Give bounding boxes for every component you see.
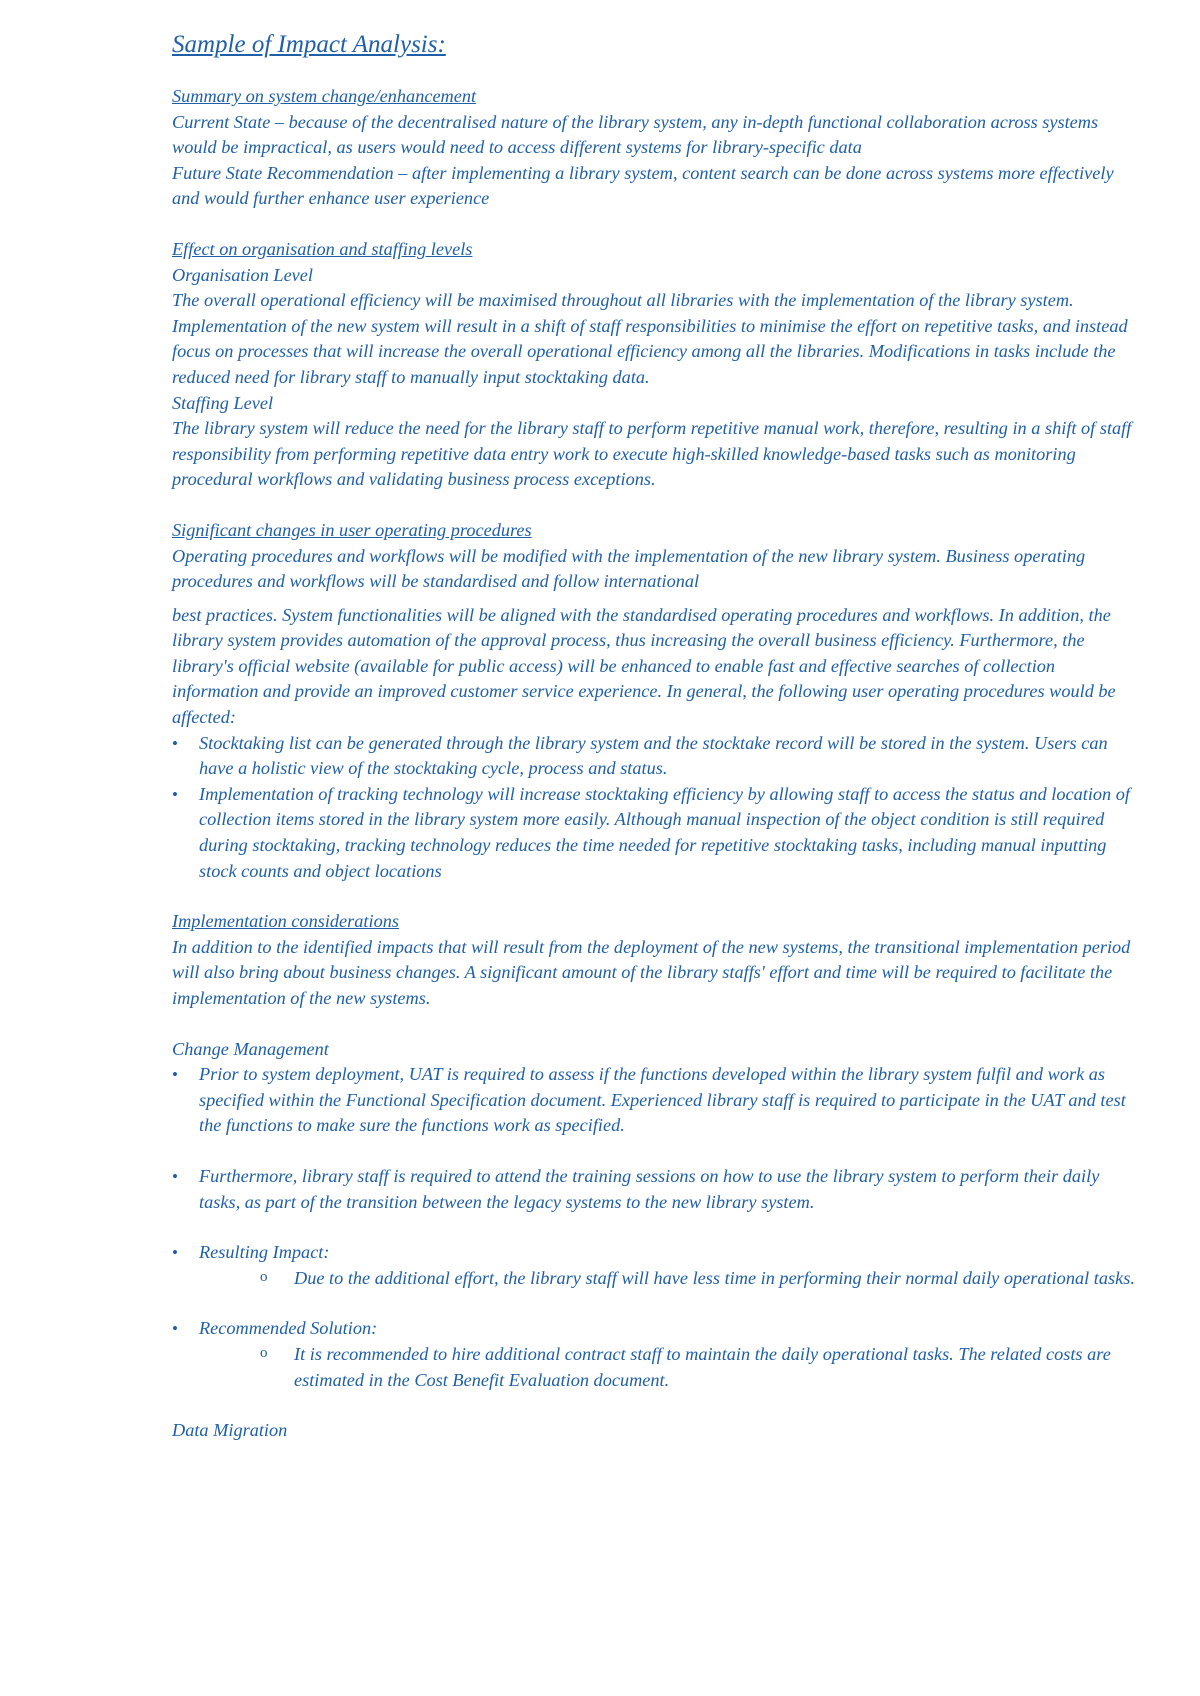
list-item: o It is recommended to hire additional contract staff to maintain the daily operational tasks. The related costs are estimated in the Cost Benefit Evaluation document. — [172, 1342, 1144, 1393]
change-management-heading: Change Management — [172, 1038, 329, 1059]
procedures-bullet-list — [172, 731, 1144, 885]
future-state-text: Future State Recommendation – after implementing a library system, content search can be done across systems more effectively and would further enhance user experience — [172, 162, 1114, 209]
recommended-solution-item — [172, 1316, 1144, 1342]
organisation-heading: Effect on organisation and staffing levels — [172, 238, 473, 259]
procedures-heading: Significant changes in user operating procedures — [172, 519, 532, 540]
list-item: • Stocktaking list can be generated through the library system and the stocktake record will be stored in the system. Users can have a holistic view of the stocktaking cycle, process and status. — [172, 731, 1144, 782]
data-migration-heading: Data Migration — [172, 1420, 288, 1441]
procedures-text-2: best practices. System functionalities will be aligned with the standardised operating procedures and workflows. In addition, the library system provides automation of the approval process, thus increasing the overall business efficiency. Furthermore, the library's official website (available for public access) will be enhanced to enable fast and effective searches of collection information and provide an improved customer service experience. In general, the following user operating procedures would be affected: — [172, 604, 1116, 728]
current-state-text: Current State – because of the decentralised nature of the library system, any in-depth functional collaboration across systems would be impractical, as users would need to access different systems for library-specific data — [172, 111, 1099, 158]
document-page — [172, 28, 1144, 1444]
implementation-heading: Implementation considerations — [172, 911, 399, 932]
list-item: • Implementation of tracking technology will increase stocktaking efficiency by allowing staff to access the status and location of collection items stored in the library system more easily. Although manual inspection of the object condition is still required during stocktaking, tracking technology reduces the time needed for repetitive stocktaking tasks, including manual inputting stock counts and object locations — [172, 782, 1144, 884]
resulting-impact-sublist — [172, 1266, 1144, 1292]
staffing-level-label: Staffing Level — [172, 392, 274, 413]
recommended-solution-label: Recommended Solution: — [199, 1318, 378, 1339]
list-item: • Prior to system deployment, UAT is required to assess if the functions developed within the library system fulfil and work as specified within the Functional Specification document. Experienced library staff is required to participate in the UAT and test the functions to make sure the functions work as specified. — [172, 1062, 1144, 1139]
list-item: • Furthermore, library staff is required to attend the training sessions on how to use the library system to perform their daily tasks, as part of the transition between the legacy systems to the new library system. — [172, 1164, 1144, 1215]
resulting-impact-label: Resulting Impact: — [199, 1242, 330, 1263]
resulting-impact-item — [172, 1240, 1144, 1266]
change-management-list — [172, 1062, 1144, 1266]
recommended-solution-sublist — [172, 1342, 1144, 1393]
recommended-solution-list — [172, 1316, 1144, 1342]
staffing-level-text: The library system will reduce the need for the library staff to perform repetitive manual work, therefore, resulting in a shift of staff responsibility from performing repetitive data entry work to execute high-skilled knowledge-based tasks such as monitoring procedural workflows and validating business process exceptions. — [172, 418, 1132, 490]
document-title: Sample of Impact Analysis: — [172, 31, 446, 58]
organisation-level-label: Organisation Level — [172, 264, 313, 285]
organisation-level-text: The overall operational efficiency will be maximised throughout all libraries with the implementation of the library system. Implementation of the new system will result in a shift of staff responsibilities to minimise the effort on repetitive tasks, and instead focus on processes that will increase the overall operational efficiency among all the libraries. Modifications in tasks include the reduced need for library staff to manually input stocktaking data. — [172, 290, 1128, 387]
summary-heading: Summary on system change/enhancement — [172, 86, 477, 106]
procedures-text-1: Operating procedures and workflows will be modified with the implementation of the new library system. Business operating procedures and workflows will be standardised and follow international — [172, 545, 1086, 592]
list-item: o Due to the additional effort, the library staff will have less time in performing their normal daily operational tasks. — [172, 1266, 1144, 1292]
implementation-text: In addition to the identified impacts that will result from the deployment of the new systems, the transitional implementation period will also bring about business changes. A significant amount of the library staffs' effort and time will be required to facilitate the implementation of the new systems. — [172, 936, 1131, 1008]
